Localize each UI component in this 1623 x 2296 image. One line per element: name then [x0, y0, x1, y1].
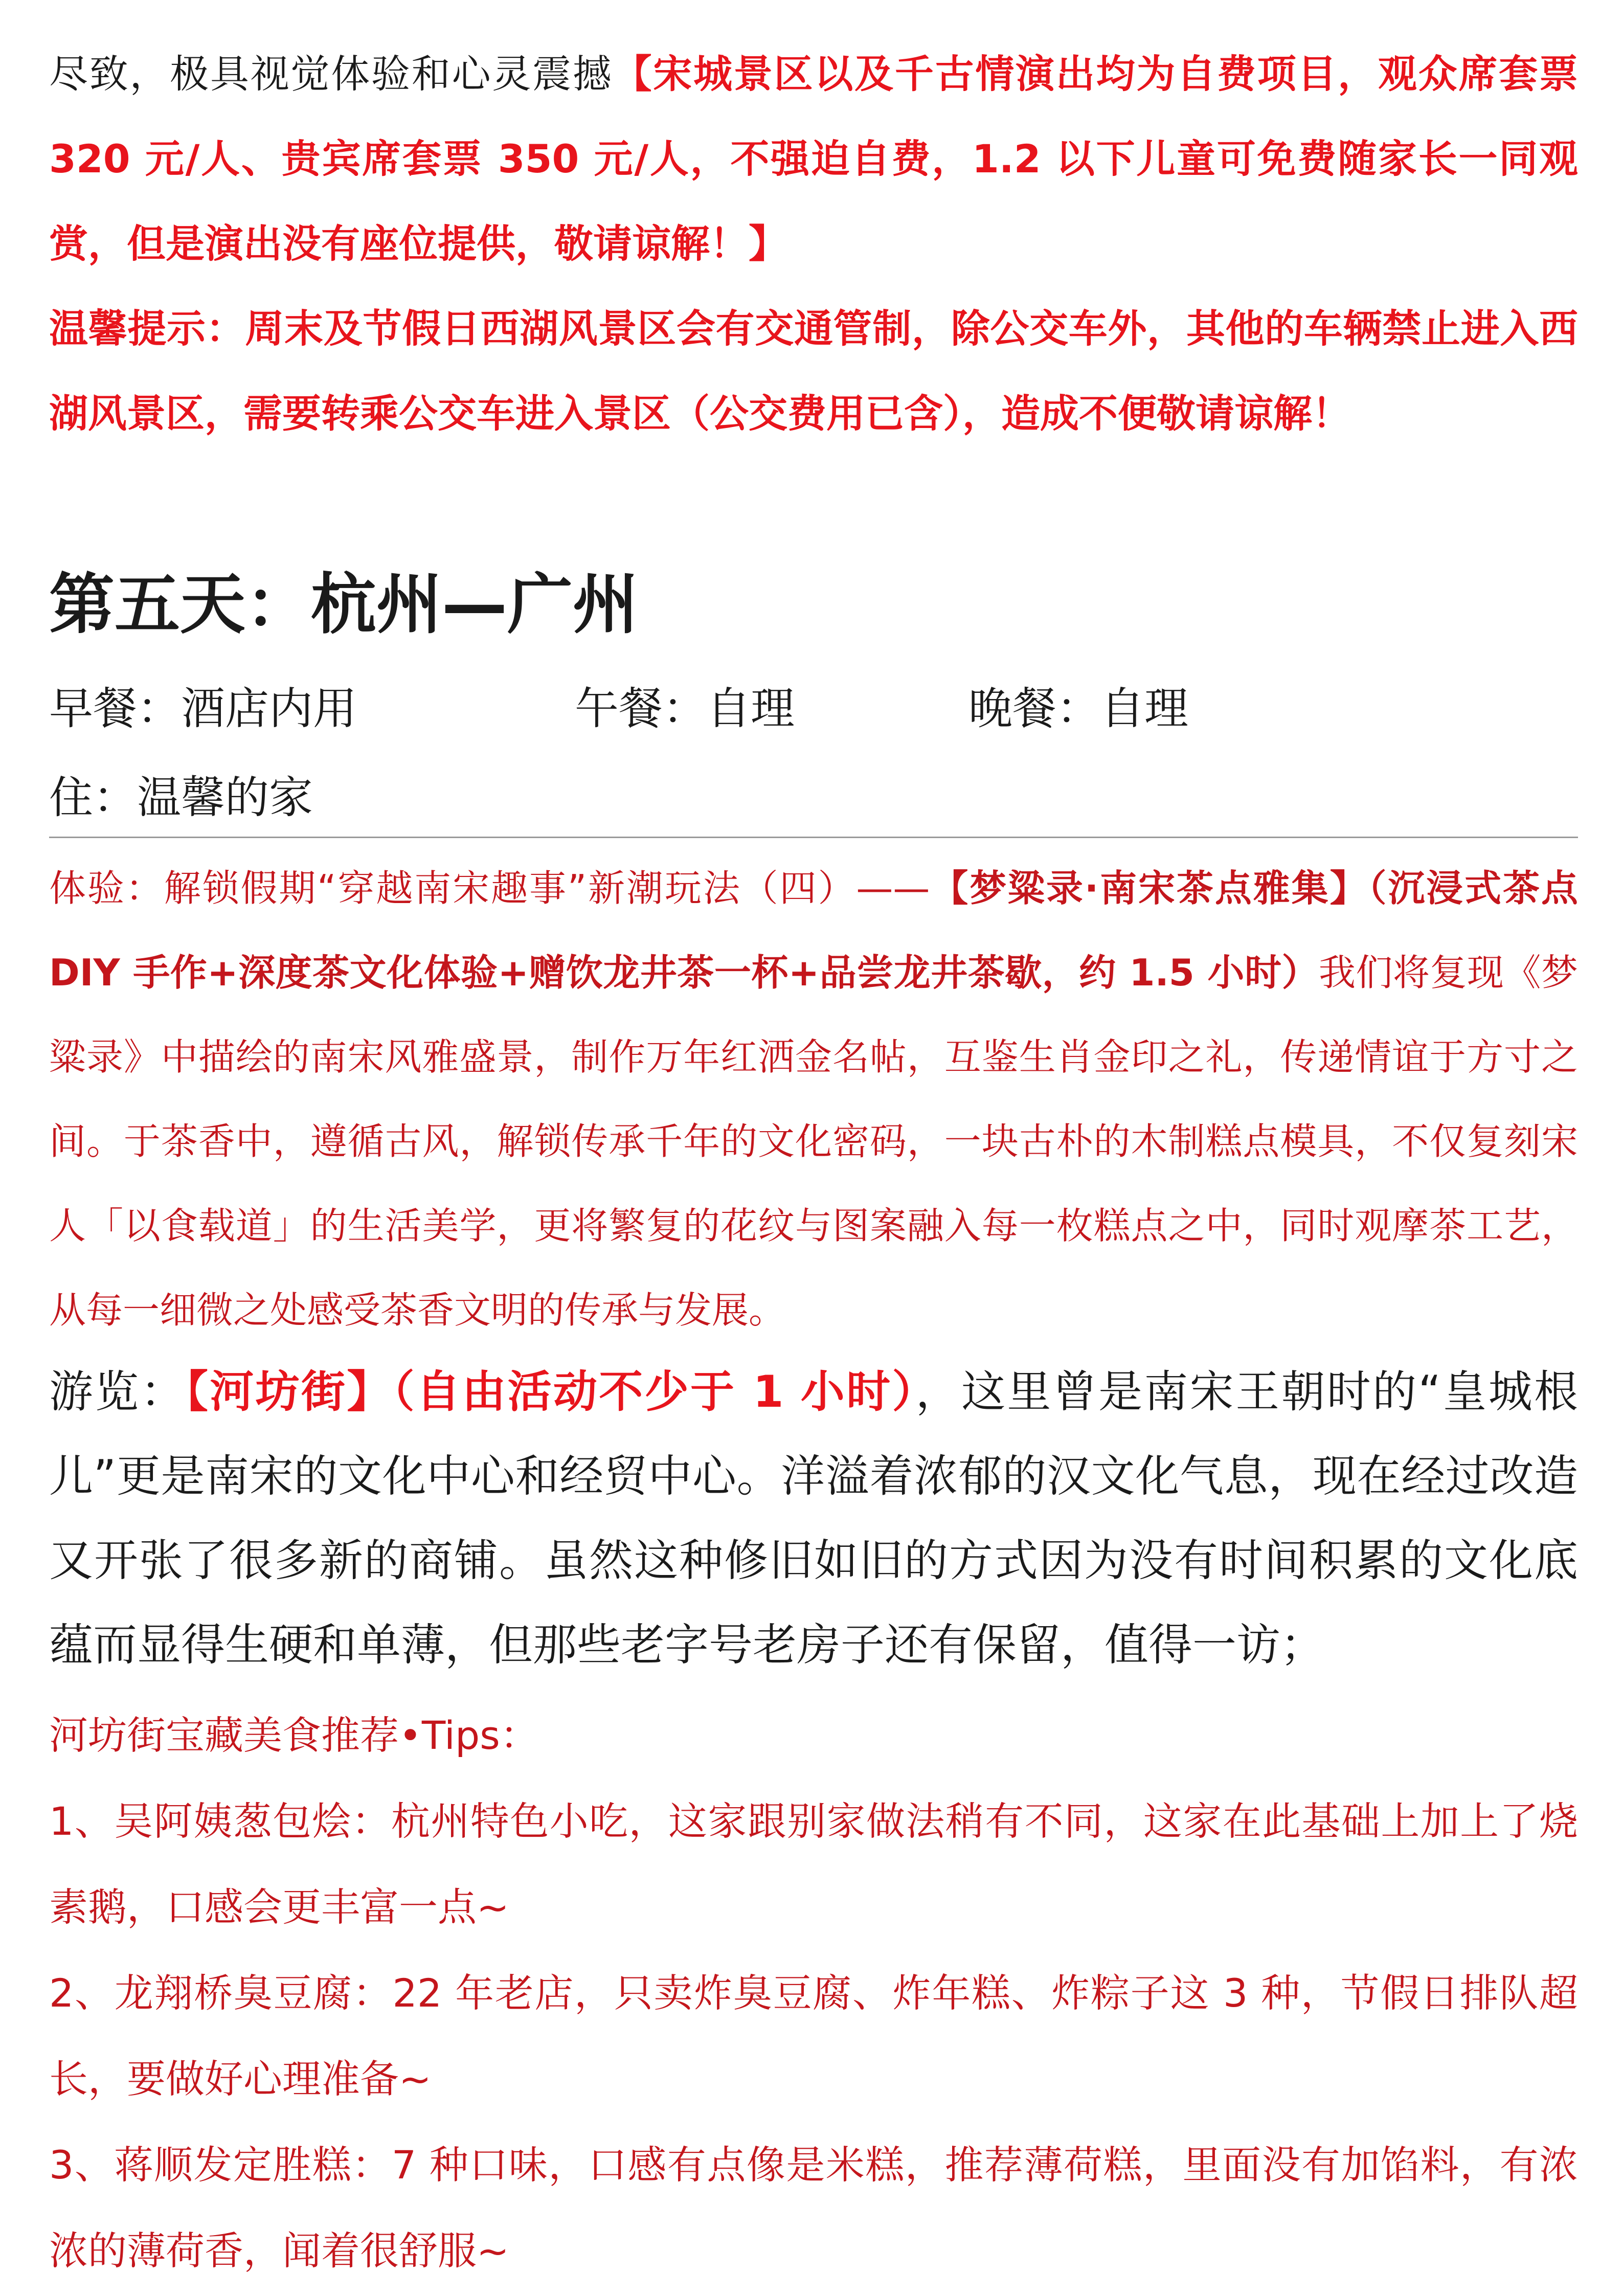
- experience-section: [49, 846, 1578, 1353]
- warm-tip: 温馨提示：周末及节假日西湖风景区会有交通管制，除公交车外，其他的车辆禁止进入西湖风景区，需要转乘公交车进入景区（公交费用已含），造成不便敬请谅解！: [49, 306, 1578, 436]
- food-tips-heading: 河坊街宝藏美食推荐•Tips：: [49, 1713, 539, 1758]
- food-tip-item: 2、龙翔桥臭豆腐：22 年老店，只卖炸臭豆腐、炸年糕、炸粽子这 3 种，节假日排队超长，要做好心理准备~: [49, 1970, 1578, 2102]
- lunch-label: 午餐：自理: [575, 683, 795, 734]
- breakfast-label: 早餐：酒店内用: [49, 683, 357, 734]
- tour-section: [49, 1350, 1578, 1687]
- tour-prefix: 游览：: [49, 1366, 187, 1417]
- day-title: 第五天：杭州—广州: [49, 567, 639, 643]
- food-tip-item: 1、吴阿姨葱包烩：杭州特色小吃，这家跟别家做法稍有不同，这家在此基础上加上了烧素鹅，口感会更丰富一点~: [49, 1798, 1578, 1930]
- dinner-label: 晚餐：自理: [968, 683, 1188, 734]
- food-tip-item: 3、蒋顺发定胜糕：7 种口味，口感有点像是米糕，推荐薄荷糕，里面没有加馅料，有浓浓的薄荷香，闻着很舒服~: [49, 2142, 1578, 2274]
- self-pay-notice: 【宋城景区以及千古情演出均为自费项目，观众席套票 320 元/人、贵宾席套票 350 元/人，不强迫自费，1.2 以下儿童可免费随家长一同观赏，但是演出没有座位提供，敬请谅解！】: [49, 51, 1579, 266]
- tour-body: ，这里曾是南宋王朝时的“皇城根儿”更是南宋的文化中心和经贸中心。洋溢着浓郁的汉文化气息，现在经过改造又开张了很多新的商铺。虽然这种修旧如旧的方式因为没有时间积累的文化底蕴而显得生硬和单薄，但那些老字号老房子还有保留，值得一访；: [49, 1366, 1579, 1671]
- experience-prefix: 体验：解锁假期“穿越南宋趣事”新潮玩法（四）——: [49, 867, 930, 910]
- intro-section: [49, 32, 1578, 456]
- experience-body: 我们将复现《梦粱录》中描绘的南宋风雅盛景，制作万年红洒金名帖，互鉴生肖金印之礼，传递情谊于方寸之间。于茶香中，遵循古风，解锁传承千年的文化密码，一块古朴的木制糕点模具，不仅复刻宋人「以食载道」的生活美学，更将繁复的花纹与图案融入每一枚糕点之中，同时观摩茶工艺，从每一细微之处感受茶香文明的传承与发展。: [49, 951, 1578, 1332]
- intro-lead: 尽致，极具视觉体验和心灵震撼: [49, 51, 613, 97]
- food-tips-section: [49, 1693, 1578, 2294]
- stay-label: 住：温馨的家: [49, 772, 313, 823]
- section-divider: [49, 837, 1578, 838]
- tour-highlight: 【河坊街】（自由活动不少于 1 小时）: [186, 1366, 916, 1417]
- experience-highlight: 【梦粱录·南宋茶点雅集】（沉浸式茶点 DIY 手作+深度茶文化体验+赠饮龙井茶一杯+品尝龙井茶歇，约 1.5 小时）: [49, 867, 1578, 994]
